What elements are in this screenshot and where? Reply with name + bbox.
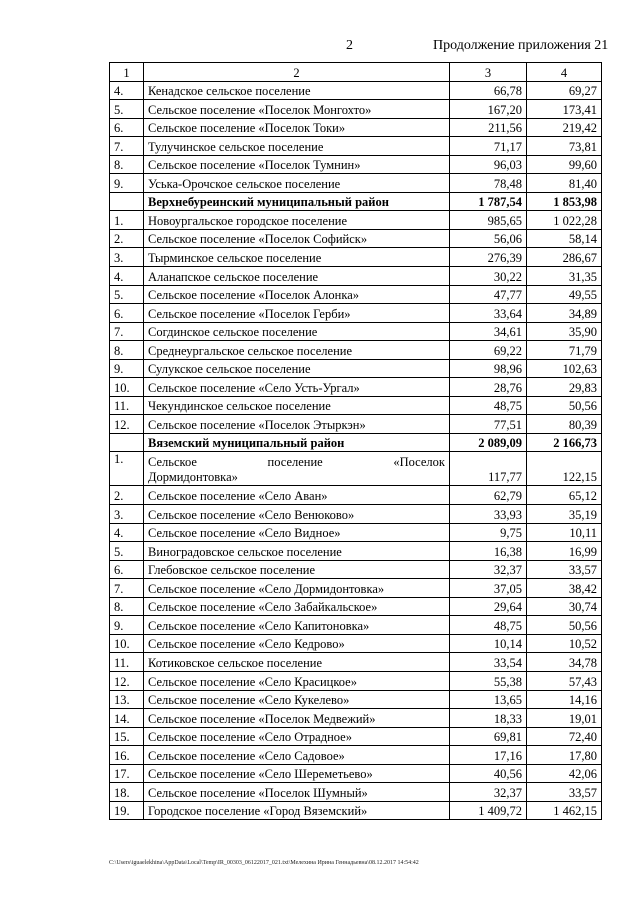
- table-row: [110, 783, 602, 802]
- column-header: 2: [144, 63, 450, 82]
- settlement-name: Сельское поселение «Село Аван»: [144, 486, 450, 505]
- value-col4: 17,80: [527, 746, 602, 765]
- settlement-name-line: Сельское поселение «Поселок: [148, 455, 445, 470]
- value-col4: 31,35: [527, 267, 602, 286]
- district-name: Вяземский муниципальный район: [144, 433, 450, 452]
- settlement-name: Котиковское сельское поселение: [144, 653, 450, 672]
- settlement-name: Уська-Орочское сельское поселение: [144, 174, 450, 193]
- settlement-name: Сельское поселение «Поселок Герби»: [144, 304, 450, 323]
- row-number: 9.: [110, 616, 144, 635]
- row-number: 1.: [110, 211, 144, 230]
- table-row: [110, 671, 602, 690]
- value-col4: 122,15: [527, 452, 602, 486]
- value-col4: 286,67: [527, 248, 602, 267]
- value-col4: 72,40: [527, 727, 602, 746]
- row-number: 3.: [110, 505, 144, 524]
- value-col3: 167,20: [450, 100, 527, 119]
- value-col4: 35,90: [527, 322, 602, 341]
- row-number: 12.: [110, 415, 144, 434]
- row-number: 8.: [110, 341, 144, 360]
- value-col3: 69,81: [450, 727, 527, 746]
- value-col4: 1 853,98: [527, 192, 602, 211]
- row-number: 8.: [110, 597, 144, 616]
- row-number: 6.: [110, 118, 144, 137]
- value-col3: 98,96: [450, 359, 527, 378]
- row-number: 9.: [110, 359, 144, 378]
- value-col3: 32,37: [450, 783, 527, 802]
- table-row: [110, 597, 602, 616]
- settlement-name: Сельское поселение «Село Капитоновка»: [144, 616, 450, 635]
- column-header: 4: [527, 63, 602, 82]
- table-row: [110, 634, 602, 653]
- row-number: 11.: [110, 396, 144, 415]
- continuation-label: Продолжение приложения 21: [433, 38, 609, 53]
- row-number: 18.: [110, 783, 144, 802]
- settlement-name: Сельское поселение «Село Отрадное»: [144, 727, 450, 746]
- table-row: [110, 100, 602, 119]
- settlement-name: Виноградовское сельское поселение: [144, 542, 450, 561]
- table-row: [110, 396, 602, 415]
- table-row: [110, 616, 602, 635]
- table-row: [110, 801, 602, 820]
- row-number: 2.: [110, 229, 144, 248]
- value-col3: 33,64: [450, 304, 527, 323]
- row-number: 16.: [110, 746, 144, 765]
- value-col4: 33,57: [527, 783, 602, 802]
- settlement-name: Сельское поселение «Поселок Монгохто»: [144, 100, 450, 119]
- settlement-name: [144, 452, 450, 486]
- value-col3: 40,56: [450, 764, 527, 783]
- value-col4: 58,14: [527, 229, 602, 248]
- value-col3: 56,06: [450, 229, 527, 248]
- table-row: [110, 452, 602, 486]
- value-col3: 2 089,09: [450, 433, 527, 452]
- value-col4: 2 166,73: [527, 433, 602, 452]
- file-path-footer: C:\Users\iguaelekhina\AppData\Local\Temp\IR_00303_06122017_021.txt\Мелехина Ирина Геннадьевна\08.12.2017 14:54:42: [109, 860, 419, 866]
- table-row: [110, 415, 602, 434]
- value-col3: 33,54: [450, 653, 527, 672]
- value-col3: 96,03: [450, 155, 527, 174]
- table-row: [110, 542, 602, 561]
- row-number: 10.: [110, 634, 144, 653]
- value-col4: 19,01: [527, 709, 602, 728]
- table-row: [110, 560, 602, 579]
- value-col3: 48,75: [450, 616, 527, 635]
- table-row: [110, 174, 602, 193]
- row-number: 1.: [110, 452, 144, 486]
- settlement-name: Сельское поселение «Село Венюково»: [144, 505, 450, 524]
- row-number: 4.: [110, 81, 144, 100]
- value-col4: 10,11: [527, 523, 602, 542]
- row-number: 6.: [110, 304, 144, 323]
- table-row: [110, 118, 602, 137]
- row-number: 10.: [110, 378, 144, 397]
- table-row: [110, 248, 602, 267]
- row-number: 4.: [110, 523, 144, 542]
- table-row: [110, 359, 602, 378]
- column-header-row: [110, 63, 602, 82]
- value-col3: 48,75: [450, 396, 527, 415]
- settlement-name: Кенадское сельское поселение: [144, 81, 450, 100]
- row-number: 9.: [110, 174, 144, 193]
- settlement-name: Тулучинское сельское поселение: [144, 137, 450, 156]
- value-col3: 276,39: [450, 248, 527, 267]
- value-col3: 211,56: [450, 118, 527, 137]
- settlement-name: Сельское поселение «Поселок Токи»: [144, 118, 450, 137]
- row-number: 7.: [110, 322, 144, 341]
- settlement-name: Сельское поселение «Поселок Этыркэн»: [144, 415, 450, 434]
- table-row: [110, 81, 602, 100]
- settlement-name: Сельское поселение «Село Красицкое»: [144, 671, 450, 690]
- value-col4: 81,40: [527, 174, 602, 193]
- settlement-name: Чекундинское сельское поселение: [144, 396, 450, 415]
- value-col3: 34,61: [450, 322, 527, 341]
- settlement-name: Глебовское сельское поселение: [144, 560, 450, 579]
- value-col3: 985,65: [450, 211, 527, 230]
- column-header: 1: [110, 63, 144, 82]
- value-col4: 34,78: [527, 653, 602, 672]
- settlement-name: Среднеургальское сельское поселение: [144, 341, 450, 360]
- table-row: [110, 304, 602, 323]
- value-col3: 78,48: [450, 174, 527, 193]
- value-col3: 17,16: [450, 746, 527, 765]
- value-col3: 1 787,54: [450, 192, 527, 211]
- settlement-name: Сельское поселение «Поселок Тумнин»: [144, 155, 450, 174]
- value-col4: 38,42: [527, 579, 602, 598]
- settlement-name: Городское поселение «Город Вяземский»: [144, 801, 450, 820]
- row-number: 7.: [110, 579, 144, 598]
- row-number: 7.: [110, 137, 144, 156]
- value-col3: 10,14: [450, 634, 527, 653]
- row-number: 15.: [110, 727, 144, 746]
- table-row: [110, 709, 602, 728]
- value-col3: 55,38: [450, 671, 527, 690]
- value-col4: 219,42: [527, 118, 602, 137]
- district-name: Верхнебуреинский муниципальный район: [144, 192, 450, 211]
- allocation-table: [109, 62, 602, 820]
- value-col3: 117,77: [450, 452, 527, 486]
- table-row: [110, 653, 602, 672]
- value-col4: 34,89: [527, 304, 602, 323]
- table-row: [110, 229, 602, 248]
- value-col4: 80,39: [527, 415, 602, 434]
- value-col4: 50,56: [527, 616, 602, 635]
- value-col4: 69,27: [527, 81, 602, 100]
- settlement-name: Сельское поселение «Поселок Алонка»: [144, 285, 450, 304]
- settlement-name: Сулукское сельское поселение: [144, 359, 450, 378]
- value-col3: 37,05: [450, 579, 527, 598]
- value-col4: 102,63: [527, 359, 602, 378]
- settlement-name: Сельское поселение «Поселок Шумный»: [144, 783, 450, 802]
- page-number: 2: [346, 38, 353, 53]
- table-row: [110, 341, 602, 360]
- value-col4: 71,79: [527, 341, 602, 360]
- row-number: [110, 192, 144, 211]
- table-row: [110, 137, 602, 156]
- settlement-name: Сельское поселение «Поселок Софийск»: [144, 229, 450, 248]
- table-row: [110, 746, 602, 765]
- value-col4: 10,52: [527, 634, 602, 653]
- value-col4: 49,55: [527, 285, 602, 304]
- settlement-name: Новоургальское городское поселение: [144, 211, 450, 230]
- value-col4: 42,06: [527, 764, 602, 783]
- column-header: 3: [450, 63, 527, 82]
- district-row: [110, 192, 602, 211]
- row-number: 5.: [110, 285, 144, 304]
- value-col4: 50,56: [527, 396, 602, 415]
- table-row: [110, 764, 602, 783]
- value-col3: 33,93: [450, 505, 527, 524]
- row-number: 14.: [110, 709, 144, 728]
- settlement-name: Сельское поселение «Поселок Медвежий»: [144, 709, 450, 728]
- value-col3: 30,22: [450, 267, 527, 286]
- settlement-name: Сельское поселение «Село Усть-Ургал»: [144, 378, 450, 397]
- value-col3: 32,37: [450, 560, 527, 579]
- value-col3: 16,38: [450, 542, 527, 561]
- table-row: [110, 505, 602, 524]
- value-col4: 65,12: [527, 486, 602, 505]
- row-number: 8.: [110, 155, 144, 174]
- table-row: [110, 579, 602, 598]
- table-row: [110, 322, 602, 341]
- value-col4: 1 022,28: [527, 211, 602, 230]
- settlement-name: Сельское поселение «Село Шереметьево»: [144, 764, 450, 783]
- value-col4: 14,16: [527, 690, 602, 709]
- settlement-name: Сельское поселение «Село Забайкальское»: [144, 597, 450, 616]
- row-number: 5.: [110, 100, 144, 119]
- settlement-name: Аланапское сельское поселение: [144, 267, 450, 286]
- row-number: [110, 433, 144, 452]
- row-number: 12.: [110, 671, 144, 690]
- table-row: [110, 690, 602, 709]
- table-row: [110, 523, 602, 542]
- value-col4: 1 462,15: [527, 801, 602, 820]
- table-row: [110, 155, 602, 174]
- value-col3: 47,77: [450, 285, 527, 304]
- settlement-name: Сельское поселение «Село Дормидонтовка»: [144, 579, 450, 598]
- row-number: 19.: [110, 801, 144, 820]
- table-row: [110, 486, 602, 505]
- value-col4: 35,19: [527, 505, 602, 524]
- table-row: [110, 378, 602, 397]
- settlement-name: Сельское поселение «Село Кукелево»: [144, 690, 450, 709]
- settlement-name: Сельское поселение «Село Кедрово»: [144, 634, 450, 653]
- district-row: [110, 433, 602, 452]
- row-number: 17.: [110, 764, 144, 783]
- table-row: [110, 211, 602, 230]
- value-col3: 69,22: [450, 341, 527, 360]
- table-row: [110, 285, 602, 304]
- value-col4: 57,43: [527, 671, 602, 690]
- value-col3: 71,17: [450, 137, 527, 156]
- value-col3: 66,78: [450, 81, 527, 100]
- value-col3: 13,65: [450, 690, 527, 709]
- settlement-name: Согдинское сельское поселение: [144, 322, 450, 341]
- value-col3: 62,79: [450, 486, 527, 505]
- row-number: 5.: [110, 542, 144, 561]
- row-number: 11.: [110, 653, 144, 672]
- value-col3: 77,51: [450, 415, 527, 434]
- settlement-name: Тырминское сельское поселение: [144, 248, 450, 267]
- value-col4: 73,81: [527, 137, 602, 156]
- value-col4: 33,57: [527, 560, 602, 579]
- value-col3: 1 409,72: [450, 801, 527, 820]
- row-number: 4.: [110, 267, 144, 286]
- value-col4: 99,60: [527, 155, 602, 174]
- row-number: 2.: [110, 486, 144, 505]
- value-col3: 29,64: [450, 597, 527, 616]
- row-number: 6.: [110, 560, 144, 579]
- value-col4: 173,41: [527, 100, 602, 119]
- row-number: 13.: [110, 690, 144, 709]
- value-col4: 30,74: [527, 597, 602, 616]
- table-row: [110, 727, 602, 746]
- value-col3: 28,76: [450, 378, 527, 397]
- table-row: [110, 267, 602, 286]
- value-col3: 18,33: [450, 709, 527, 728]
- settlement-name-line: Дормидонтовка»: [148, 470, 238, 485]
- value-col3: 9,75: [450, 523, 527, 542]
- row-number: 3.: [110, 248, 144, 267]
- settlement-name: Сельское поселение «Село Садовое»: [144, 746, 450, 765]
- settlement-name: Сельское поселение «Село Видное»: [144, 523, 450, 542]
- value-col4: 29,83: [527, 378, 602, 397]
- value-col4: 16,99: [527, 542, 602, 561]
